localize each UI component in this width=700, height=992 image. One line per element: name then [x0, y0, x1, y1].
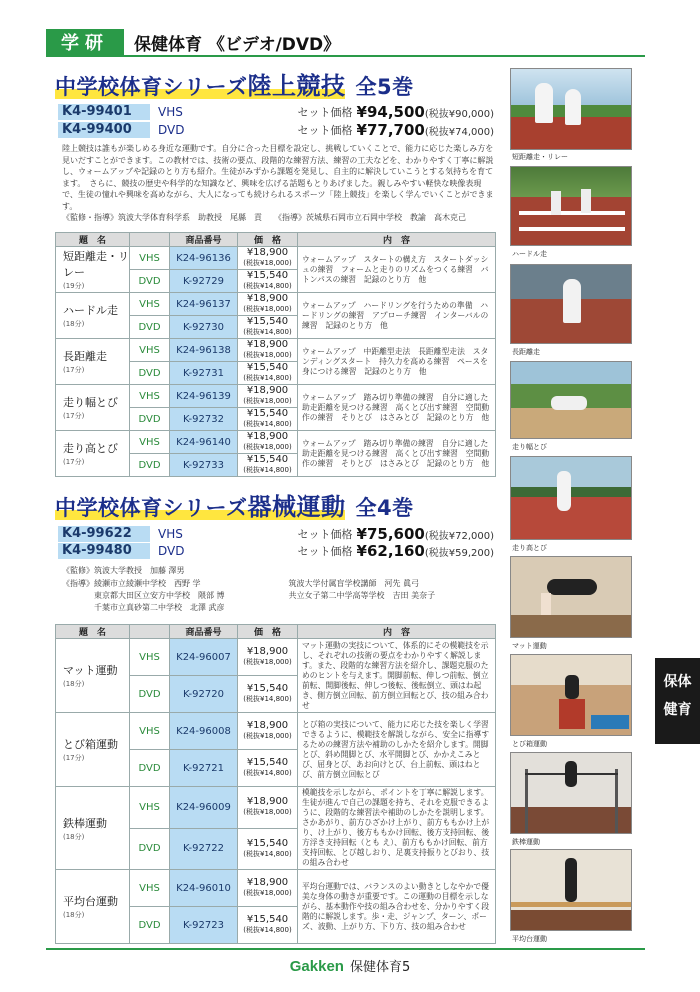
price: ¥18,900: [246, 720, 289, 731]
title-name: 鉄棒運動: [63, 816, 107, 830]
title-duration: (17分): [63, 458, 85, 466]
title-name: 走り高とび: [63, 442, 118, 455]
set-format: VHS: [158, 105, 183, 119]
format-cell: DVD: [130, 676, 170, 713]
price-cell: [238, 907, 298, 944]
content-cell: 模範技を示しながら、ポイントを丁寧に解説します。生徒が進んで自己の課題を持ち、それを克服できるように、段階的な練習法や補助のしかたを説明します。さかあがり、前方ひざかけ上がり、前方ももかけ上がり、け上がり、後方ももかけ回転、後方支持回転、後方浮き支持回転（とも え）、前方ももかけ回転、前方支持回転、とび越しおり、足裏支持振りとびおり、技の組み合わせ: [298, 787, 496, 870]
set-price-tax: (税抜¥59,200): [424, 547, 494, 559]
publisher-badge: 学研: [46, 29, 124, 55]
header-format: [130, 233, 170, 247]
apparatus-title-count: 全4巻: [355, 496, 414, 520]
product-code: K-92723: [170, 907, 238, 944]
title-name: 平均台運動: [63, 895, 118, 908]
track-description: 陸上競技は誰もが楽しめる身近な運動です。自分に合った目標を設定し、挑戦していくことで、能力に応じた楽しみ方を見いだすことができます。この教材では、技術の要点、段階的な練習方法、練習の工夫などを、わかりやすく丁寧に解説し、ウォームアップや記録のとり方も紹介。生徒がみずから課題を発見し、自主的に解決していこうとする気持ちを育てます。 さらに、競技の歴史や科学的な知識など、興味を広げる話題もとりあげました。親しみやすい軽快な映像表現で、生徒の憧れや興味を高めながら、大人になっても続けられるスポーツ「陸上競技」を楽しく学んでいくことができます。: [62, 144, 494, 211]
price: ¥15,540: [246, 914, 289, 925]
header-code: 商品番号: [170, 233, 238, 247]
format-cell: VHS: [130, 639, 170, 676]
set-code: K4-99480: [58, 543, 150, 559]
content-cell: ウォームアップ 中距離型走法 長距離型走法 スタンディングスタート 持久力を高める練習 ペースを身につける練習 記録のとり方 他: [298, 339, 496, 385]
title-cell: [56, 293, 130, 339]
photo-caption: 走り幅とび: [512, 443, 547, 451]
apparatus-set-vhs: [58, 526, 494, 542]
price: ¥18,900: [246, 646, 289, 657]
header-name: 題 名: [56, 625, 130, 639]
price-cell: [238, 639, 298, 676]
product-code: K24-96137: [170, 293, 238, 316]
price-tax: (税抜¥18,000): [243, 808, 292, 817]
price-cell: [238, 408, 298, 431]
price-cell: [238, 362, 298, 385]
price: ¥15,540: [246, 837, 289, 849]
long-distance-photo: [510, 264, 632, 344]
table-row: [56, 431, 496, 454]
title-cell: [56, 385, 130, 431]
price-cell: [238, 385, 298, 408]
photo-caption: 走り高とび: [512, 544, 547, 552]
header-content: 内 容: [298, 625, 496, 639]
price: ¥18,900: [246, 247, 289, 258]
format-cell: VHS: [130, 385, 170, 408]
track-title-main: 陸上競技: [247, 72, 346, 100]
product-code: K-92732: [170, 408, 238, 431]
price: ¥18,900: [246, 796, 289, 808]
header-price: 価 格: [238, 625, 298, 639]
set-code: K4-99622: [58, 526, 150, 542]
table-header-row: [56, 233, 496, 247]
title-duration: (17分): [63, 412, 85, 420]
apparatus-table-body: [56, 639, 496, 944]
price-cell: [238, 247, 298, 270]
set-price-tax: (税抜¥90,000): [424, 108, 494, 120]
apparatus-supervisor-line: 《監修》筑波大学教授 加藤 澤男: [62, 566, 185, 575]
format-cell: DVD: [130, 750, 170, 787]
product-code: K-92733: [170, 454, 238, 477]
table-row: [56, 385, 496, 408]
photo-caption: マット運動: [512, 642, 547, 650]
price-tax: (税抜¥14,800): [243, 695, 292, 703]
content-cell: マット運動の実技について、体系的にその模範技を示し、それぞれの技術の要点をわかりやすく解説します。また、段階的な練習方法を紹介し、課題克服のためのヒントを与えます。開脚前転、伸しつ前転、倒立前転、開脚後転、伸しつ後転、後転倒立、頭はね起き、側方倒立回転、前方倒立回転とび、技の組み合わせ: [298, 639, 496, 713]
price-tax: (税抜¥14,800): [243, 420, 292, 428]
set-price: ¥75,600: [356, 525, 425, 543]
page-footer: [0, 956, 700, 975]
track-set-vhs: [58, 104, 494, 120]
price-tax: (税抜¥14,800): [243, 282, 292, 290]
title-name: 短距離走・リレー: [63, 250, 129, 279]
price-cell: [238, 339, 298, 362]
photo-caption: 短距離走・リレー: [512, 153, 568, 161]
product-code: K-92720: [170, 676, 238, 713]
product-code: K24-96007: [170, 639, 238, 676]
photo-caption: 長距離走: [512, 348, 540, 356]
price-tax: (税抜¥18,000): [243, 658, 292, 666]
title-cell: [56, 639, 130, 713]
table-row: [56, 293, 496, 316]
price-tax: (税抜¥14,800): [243, 849, 292, 858]
format-cell: DVD: [130, 270, 170, 293]
content-cell: ウォームアップ 踏み切り準備の練習 自分に適した助走距離を見つける練習 高くとび出す練習 空間動作の練習 そりとび はさみとび 記録のとり方 他: [298, 385, 496, 431]
price-tax: (税抜¥18,000): [243, 259, 292, 267]
title-duration: (18分): [63, 320, 85, 328]
price-tax: (税抜¥14,800): [243, 769, 292, 777]
price-cell: [238, 870, 298, 907]
apparatus-supervisor-line: 千葉市立真砂第二中学校 北澤 武彦: [62, 603, 225, 612]
apparatus-title-main: 器械運動: [247, 493, 346, 521]
table-row: [56, 787, 496, 829]
apparatus-set-dvd: [58, 543, 494, 559]
side-tab-line1: 保体: [663, 674, 692, 690]
price-cell: [238, 316, 298, 339]
track-set-dvd: [58, 122, 494, 138]
title-cell: [56, 787, 130, 870]
content-cell: ウォームアップ スタートの構え方 スタートダッシュの練習 フォームと走りのリズムをつくる練習 バトンパスの練習 記録のとり方 他: [298, 247, 496, 293]
apparatus-supervisor-line: 《指導》綾瀬市立綾瀬中学校 西野 学 筑波大学付属盲学校講師 河先 眞弓: [62, 579, 420, 588]
track-title-count: 全5巻: [355, 75, 414, 99]
price: ¥18,900: [246, 293, 289, 304]
footer-divider: [46, 948, 645, 950]
content-cell: とび箱の実技について、能力に応じた技を楽しく学習できるように、模範技を解説しながら、安全に指導するための練習方法や補助のしかたを紹介します。開脚とび、斜め開脚とび、水平開脚とび、かかえこみとび、屈身とび、あお向けとび、台上前転、頭はねとび、前方倒立回転とび: [298, 713, 496, 787]
title-name: 長距離走: [63, 350, 107, 363]
track-title-prefix: 中学校体育シリーズ: [55, 75, 248, 99]
price-cell: [238, 270, 298, 293]
title-duration: (17分): [63, 366, 85, 374]
header-divider: [46, 55, 645, 57]
set-price: ¥62,160: [356, 542, 425, 560]
gakken-logo: Gakken: [289, 958, 344, 975]
photo-caption: 鉄棒運動: [512, 838, 540, 846]
product-code: K-92722: [170, 828, 238, 870]
table-row: [56, 247, 496, 270]
high-jump-photo: [510, 456, 632, 540]
title-name: ハードル走: [63, 304, 118, 317]
price: ¥18,900: [246, 339, 289, 350]
product-code: K-92731: [170, 362, 238, 385]
hurdles-photo: [510, 166, 632, 246]
vaulting-box-photo: [510, 654, 632, 736]
format-cell: VHS: [130, 713, 170, 750]
table-row: [56, 713, 496, 750]
price-tax: (税抜¥14,800): [243, 926, 292, 934]
set-code: K4-99400: [58, 122, 150, 138]
header-name: 題 名: [56, 233, 130, 247]
track-table-body: [56, 247, 496, 477]
title-cell: [56, 713, 130, 787]
price: ¥15,540: [246, 362, 289, 373]
format-cell: DVD: [130, 316, 170, 339]
format-cell: DVD: [130, 362, 170, 385]
title-duration: (17分): [63, 754, 85, 762]
format-cell: VHS: [130, 339, 170, 362]
photo-caption: 平均台運動: [512, 935, 547, 943]
price-tax: (税抜¥14,800): [243, 466, 292, 474]
set-code: K4-99401: [58, 104, 150, 120]
price-tax: (税抜¥18,000): [243, 397, 292, 405]
content-cell: ウォームアップ ハードリングを行うための準備 ハードリングの練習 アプローチ練習 インターバルの練習 記録のとり方 他: [298, 293, 496, 339]
price: ¥18,900: [246, 385, 289, 396]
format-cell: DVD: [130, 907, 170, 944]
mat-exercise-photo: [510, 556, 632, 638]
track-supervisors: 《監修・指導》筑波大学体育科学系 助教授 尾縣 貢 《指導》茨城県石岡市立石岡中学校 教諭 高木克己: [62, 213, 466, 222]
set-format: VHS: [158, 527, 183, 541]
set-price: ¥94,500: [356, 103, 425, 121]
balance-beam-photo: [510, 849, 632, 931]
category-side-tab: [655, 658, 700, 744]
horizontal-bar-photo: [510, 752, 632, 834]
format-cell: VHS: [130, 247, 170, 270]
title-duration: (19分): [63, 282, 85, 290]
set-format: DVD: [158, 544, 185, 558]
product-code: K24-96008: [170, 713, 238, 750]
title-cell: [56, 339, 130, 385]
track-series-title: [55, 66, 414, 101]
product-code: K-92730: [170, 316, 238, 339]
format-cell: VHS: [130, 293, 170, 316]
price-tax: (税抜¥18,000): [243, 305, 292, 313]
header-content: 内 容: [298, 233, 496, 247]
price: ¥15,540: [246, 454, 289, 465]
price: ¥15,540: [246, 757, 289, 768]
price-tax: (税抜¥18,000): [243, 889, 292, 897]
product-code: K24-96136: [170, 247, 238, 270]
set-price: ¥77,700: [356, 121, 425, 139]
price-cell: [238, 750, 298, 787]
set-price-label: セット価格: [297, 545, 353, 558]
photo-caption: ハードル走: [512, 250, 547, 258]
set-price-label: セット価格: [297, 528, 353, 541]
price-cell: [238, 676, 298, 713]
product-code: K24-96009: [170, 787, 238, 829]
long-jump-photo: [510, 361, 632, 439]
table-header-row: [56, 625, 496, 639]
price: ¥15,540: [246, 683, 289, 694]
price-tax: (税抜¥14,800): [243, 328, 292, 336]
product-code: K24-96139: [170, 385, 238, 408]
price-tax: (税抜¥18,000): [243, 443, 292, 451]
apparatus-series-title: [55, 487, 414, 522]
price: ¥15,540: [246, 270, 289, 281]
product-code: K24-96138: [170, 339, 238, 362]
set-price-label: セット価格: [297, 124, 353, 137]
header-price: 価 格: [238, 233, 298, 247]
price-cell: [238, 787, 298, 829]
price-cell: [238, 454, 298, 477]
set-price-tax: (税抜¥72,000): [424, 530, 494, 542]
photo-caption: とび箱運動: [512, 740, 547, 748]
price-tax: (税抜¥14,800): [243, 374, 292, 382]
price: ¥15,540: [246, 408, 289, 419]
set-price-label: セット価格: [297, 106, 353, 119]
set-format: DVD: [158, 123, 185, 137]
set-price-tax: (税抜¥74,000): [424, 126, 494, 138]
price: ¥18,900: [246, 431, 289, 442]
price-cell: [238, 293, 298, 316]
title-cell: [56, 870, 130, 944]
product-code: K-92729: [170, 270, 238, 293]
side-tab-line2: 健育: [663, 702, 692, 718]
price-tax: (税抜¥18,000): [243, 732, 292, 740]
format-cell: VHS: [130, 787, 170, 829]
product-code: K24-96010: [170, 870, 238, 907]
title-duration: (18分): [63, 911, 85, 919]
price-cell: [238, 431, 298, 454]
price-tax: (税抜¥18,000): [243, 351, 292, 359]
title-name: とび箱運動: [63, 738, 118, 751]
track-catalog-table: [55, 232, 496, 477]
content-cell: ウォームアップ 踏み切り準備の練習 自分に適した助走距離を見つける練習 高くとび出す練習 空間動作の練習 そりとび はさみとび 記録のとり方 他: [298, 431, 496, 477]
format-cell: DVD: [130, 454, 170, 477]
page-category-title: 保健体育 《ビデオ/DVD》: [134, 35, 341, 55]
title-cell: [56, 247, 130, 293]
title-duration: (18分): [63, 832, 85, 841]
price-cell: [238, 713, 298, 750]
footer-page-label: 保健体育5: [349, 960, 411, 975]
header-code: 商品番号: [170, 625, 238, 639]
format-cell: VHS: [130, 870, 170, 907]
title-cell: [56, 431, 130, 477]
title-name: 走り幅とび: [63, 396, 118, 409]
title-name: マット運動: [63, 664, 118, 677]
table-row: [56, 339, 496, 362]
apparatus-title-prefix: 中学校体育シリーズ: [55, 496, 248, 520]
sprint-relay-photo: [510, 68, 632, 150]
apparatus-catalog-table: [55, 624, 496, 944]
format-cell: DVD: [130, 828, 170, 870]
product-code: K24-96140: [170, 431, 238, 454]
price: ¥15,540: [246, 316, 289, 327]
content-cell: 平均台運動では、バランスのよい動きとしなやかで優美な身体の動きが重要です。この運動の目標を示しながら、基本動作や技の組み合わせを、分かりやすく段階的に解説します。歩・走、ジャンプ、ターン、ポーズ、波動、上がり方、下り方、技の組み合わせ: [298, 870, 496, 944]
header-format: [130, 625, 170, 639]
apparatus-supervisor-line: 東京都大田区立安方中学校 隈部 博 共立女子第二中学高等学校 吉田 美奈子: [62, 591, 436, 600]
format-cell: VHS: [130, 431, 170, 454]
table-row: [56, 870, 496, 907]
title-duration: (18分): [63, 680, 85, 688]
price: ¥18,900: [246, 877, 289, 888]
price-cell: [238, 828, 298, 870]
format-cell: DVD: [130, 408, 170, 431]
table-row: [56, 639, 496, 676]
product-code: K-92721: [170, 750, 238, 787]
